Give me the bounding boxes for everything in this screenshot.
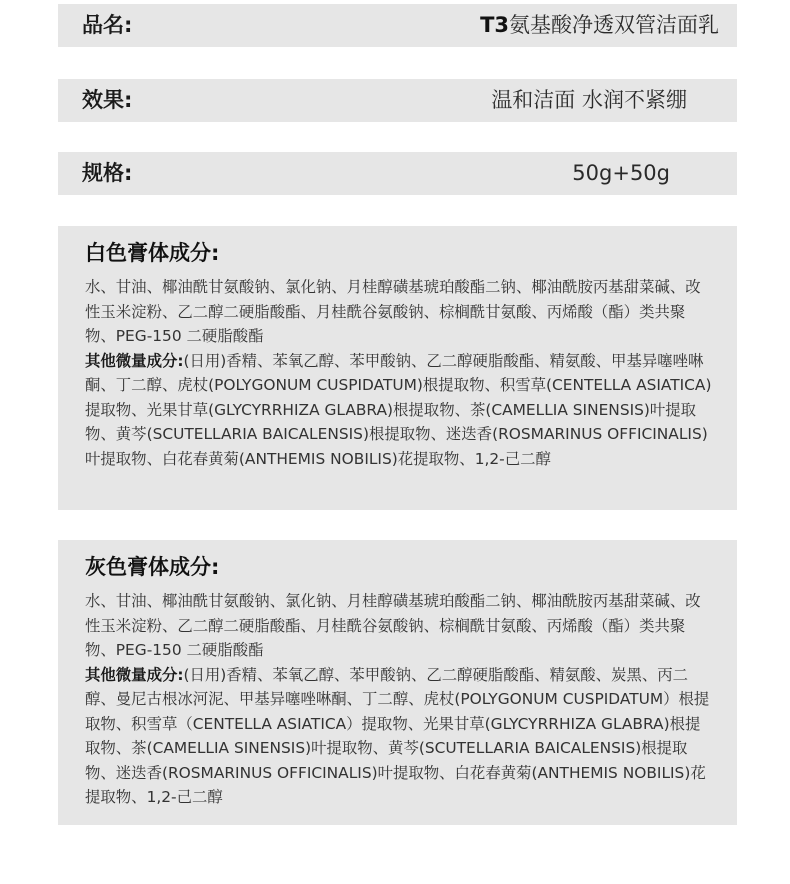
product-name-prefix: T3 <box>480 13 509 37</box>
spec-value: 50g+50g <box>572 161 670 185</box>
effect-label: 效果: <box>82 88 133 112</box>
spec-label: 规格: <box>82 161 133 185</box>
gray-paste-panel <box>58 540 737 825</box>
spec-row <box>58 152 737 195</box>
gray-paste-other <box>85 663 713 810</box>
gray-paste-other-label: 其他微量成分: <box>85 665 184 684</box>
white-paste-other-label: 其他微量成分: <box>85 351 184 370</box>
white-paste-panel <box>58 226 737 510</box>
white-paste-main-ingredients: 水、甘油、椰油酰甘氨酸钠、氯化钠、月桂醇磺基琥珀酸酯二钠、椰油酰胺丙基甜菜碱、改性玉米淀粉、乙二醇二硬脂酸酯、月桂酰谷氨酸钠、棕榈酰甘氨酸、丙烯酸（酯）类共聚物、PEG-150 二硬脂酸酯 <box>85 278 701 345</box>
gray-paste-title: 灰色膏体成分: <box>85 555 220 579</box>
gray-paste-main-ingredients: 水、甘油、椰油酰甘氨酸钠、氯化钠、月桂醇磺基琥珀酸酯二钠、椰油酰胺丙基甜菜碱、改性玉米淀粉、乙二醇二硬脂酸酯、月桂酰谷氨酸钠、棕榈酰甘氨酸、丙烯酸（酯）类共聚物、PEG-150 二硬脂酸酯 <box>85 592 701 659</box>
white-paste-other <box>85 349 713 472</box>
effect-value: 温和洁面 水润不紧绷 <box>491 88 687 112</box>
product-name-row <box>58 4 737 47</box>
product-name-rest: 氨基酸净透双管洁面乳 <box>509 13 719 37</box>
product-name-value <box>480 4 719 47</box>
white-paste-other-ingredients: (日用)香精、苯氧乙醇、苯甲酸钠、乙二醇硬脂酸酯、精氨酸、甲基异噻唑啉酮、丁二醇、虎杖(POLYGONUM CUSPIDATUM)根提取物、积雪草(CENTELLA ASIATICA)提取物、光果甘草(GLYCYRRHIZA GLABRA)根提取物、茶(CAMELLIA SINENSIS)叶提取物、黄芩(SCUTELLARIA BAICALENSIS)根提取物、迷迭香(ROSMARINUS OFFICINALIS)叶提取物、白花春黄菊(ANTHEMIS NOBILIS)花提取物、1,2-己二醇 <box>85 351 712 468</box>
effect-row <box>58 79 737 122</box>
white-paste-title: 白色膏体成分: <box>85 241 220 265</box>
product-name-label: 品名: <box>82 13 133 37</box>
gray-paste-other-ingredients: (日用)香精、苯氧乙醇、苯甲酸钠、乙二醇硬脂酸酯、精氨酸、炭黑、丙二醇、曼尼古根冰河泥、甲基异噻唑啉酮、丁二醇、虎杖(POLYGONUM CUSPIDATUM）根提取物、积雪草（CENTELLA ASIATICA）提取物、光果甘草(GLYCYRRHIZA GLABRA)根提取物、茶(CAMELLIA SINENSIS)叶提取物、黄芩(SCUTELLARIA BAICALENSIS)根提取物、迷迭香(ROSMARINUS OFFICINALIS)叶提取物、白花春黄菊(ANTHEMIS NOBILIS)花提取物、1,2-己二醇 <box>85 665 710 806</box>
